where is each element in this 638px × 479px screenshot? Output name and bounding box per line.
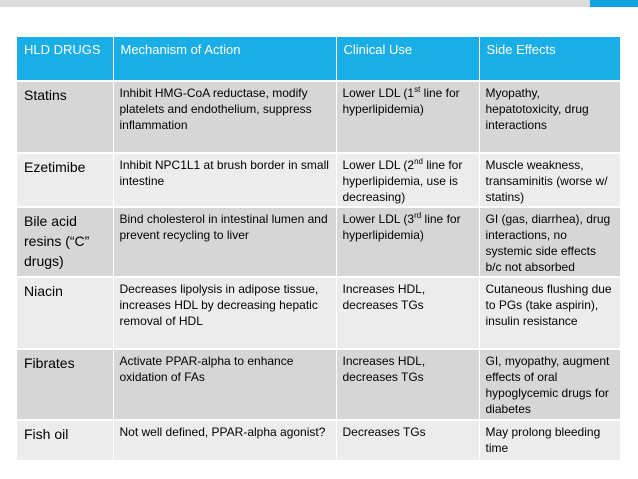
drug-name: Fibrates [17,349,113,420]
table-header-row [17,37,620,81]
header-side-effects: Side Effects [479,37,620,81]
drug-name: Ezetimibe [17,153,113,207]
drug-name: Statins [17,81,113,153]
table-row [17,420,620,460]
side-effects-cell: Myopathy, hepatotoxicity, drug interactions [479,81,620,153]
top-gray-stripe [0,0,590,7]
hld-drugs-table-container [17,37,620,460]
clinical-use-cell: Increases HDL, decreases TGs [336,277,479,349]
table-row [17,153,620,207]
side-effects-cell: May prolong bleeding time [479,420,620,460]
mechanism-cell: Inhibit NPC1L1 at brush border in small intestine [113,153,336,207]
hld-drugs-table [17,37,620,460]
header-drugs: HLD DRUGS [17,37,113,81]
header-mechanism: Mechanism of Action [113,37,336,81]
drug-name: Niacin [17,277,113,349]
side-effects-cell: GI (gas, diarrhea), drug interactions, no systemic side effects b/c not absorbed [479,207,620,277]
mechanism-cell: Not well defined, PPAR-alpha agonist? [113,420,336,460]
table-row [17,207,620,277]
header-clinical-use: Clinical Use [336,37,479,81]
mechanism-cell: Decreases lipolysis in adipose tissue, increases HDL by decreasing hepatic removal of HDL [113,277,336,349]
clinical-use-cell: Decreases TGs [336,420,479,460]
mechanism-cell: Bind cholesterol in intestinal lumen and prevent recycling to liver [113,207,336,277]
mechanism-cell: Inhibit HMG-CoA reductase, modify platelets and endothelium, suppress inflammation [113,81,336,153]
table-row [17,349,620,420]
clinical-use-cell: Lower LDL (2nd line for hyperlipidemia, use is decreasing) [336,153,479,207]
clinical-use-cell: Increases HDL, decreases TGs [336,349,479,420]
side-effects-cell: Muscle weakness, transaminitis (worse w/ statins) [479,153,620,207]
table-row [17,81,620,153]
mechanism-cell: Activate PPAR-alpha to enhance oxidation of FAs [113,349,336,420]
drug-name: Fish oil [17,420,113,460]
side-effects-cell: GI, myopathy, augment effects of oral hypoglycemic drugs for diabetes [479,349,620,420]
slide-top-bar [0,0,638,9]
top-blue-stripe [590,0,638,7]
clinical-use-cell: Lower LDL (1st line for hyperlipidemia) [336,81,479,153]
drug-name: Bile acid resins (“C” drugs) [17,207,113,277]
side-effects-cell: Cutaneous flushing due to PGs (take aspirin), insulin resistance [479,277,620,349]
table-row [17,277,620,349]
clinical-use-cell: Lower LDL (3rd line for hyperlipidemia) [336,207,479,277]
